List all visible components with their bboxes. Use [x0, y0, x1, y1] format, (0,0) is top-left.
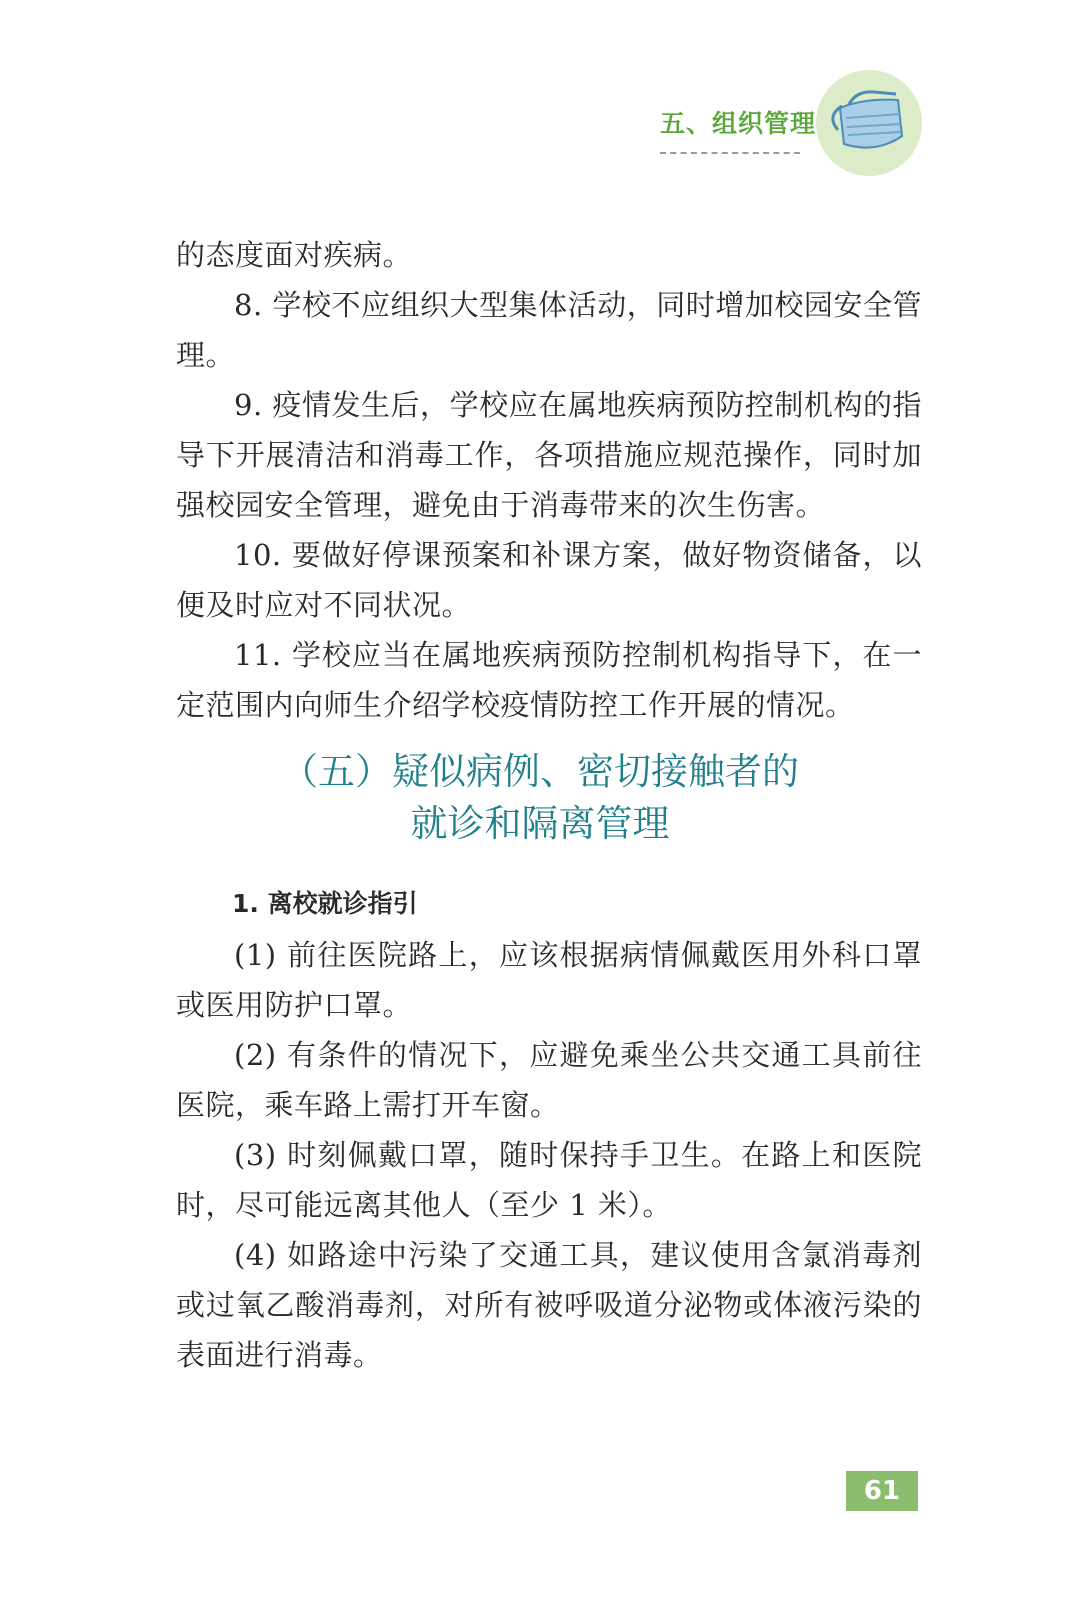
section-heading-line2: 就诊和隔离管理 [410, 802, 670, 845]
page-number: 61 [846, 1471, 918, 1511]
paragraph: (1) 前往医院路上，应该根据病情佩戴医用外科口罩或医用防护口罩。 [176, 938, 922, 1022]
section-heading [0, 746, 1080, 850]
paragraph: 9. 疫情发生后，学校应在属地疾病预防控制机构的指导下开展清洁和消毒工作，各项措施应规范操作，同时加强校园安全管理，避免由于消毒带来的次生伤害。 [176, 388, 922, 522]
header-dashed-divider [660, 152, 800, 154]
paragraph: (4) 如路途中污染了交通工具，建议使用含氯消毒剂或过氧乙酸消毒剂，对所有被呼吸道分泌物或体液污染的表面进行消毒。 [176, 1238, 922, 1372]
section-header-title: 五、组织管理 [660, 109, 817, 138]
paragraph: (3) 时刻佩戴口罩，随时保持手卫生。在路上和医院时，尽可能远离其他人（至少 1 米）。 [176, 1138, 922, 1222]
paragraph: (2) 有条件的情况下，应避免乘坐公共交通工具前往医院，乘车路上需打开车窗。 [176, 1038, 922, 1122]
body-text-top [176, 230, 922, 730]
body-text-bottom [176, 930, 922, 1380]
paragraph: 10. 要做好停课预案和补课方案，做好物资储备，以便及时应对不同状况。 [176, 538, 922, 622]
paragraph: 11. 学校应当在属地疾病预防控制机构指导下，在一定范围内向师生介绍学校疫情防控工作开展的情况。 [176, 638, 922, 722]
paragraph: 8. 学校不应组织大型集体活动，同时增加校园安全管理。 [176, 288, 922, 372]
face-mask-icon [816, 70, 922, 176]
section-heading-line1: （五）疑似病例、密切接触者的 [281, 750, 799, 793]
sub-heading: 1. 离校就诊指引 [232, 889, 418, 918]
paragraph: 的态度面对疾病。 [176, 238, 413, 272]
